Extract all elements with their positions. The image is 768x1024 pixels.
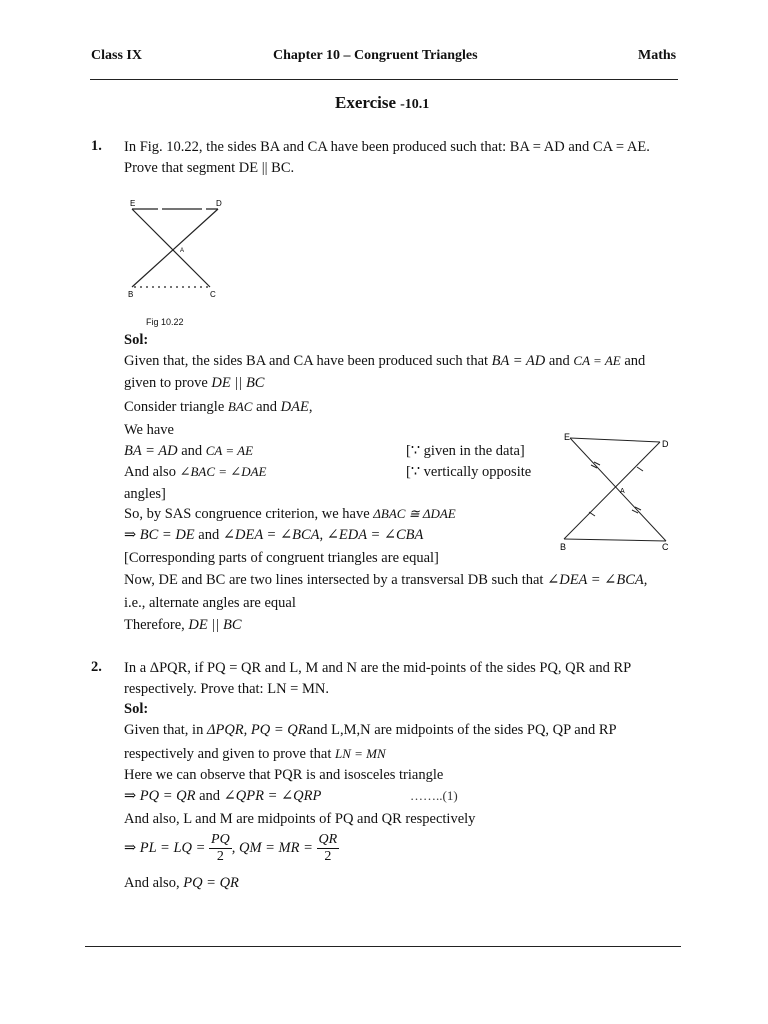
q2-sol-line5: And also, L and M are midpoints of PQ and QR respectively: [124, 811, 476, 827]
q1-number: 1.: [91, 138, 102, 154]
header-chapter: Chapter 10 – Congruent Triangles: [273, 48, 478, 63]
q1-sol-line1: Given that, the sides BA and CA have been produced such that BA = AD and CA = AE and: [124, 353, 646, 369]
fig-label-a: A: [180, 248, 185, 254]
q2-sol-label: Sol:: [124, 701, 149, 717]
fig-label-d: D: [216, 199, 222, 208]
q2-sol-line6: ⇒ PL = LQ = $\frac{PQ}{2}$ , QM = MR = $\frac{QR}{2}$: [124, 832, 338, 864]
q1-reason-given: [∵ given in the data]: [406, 443, 525, 459]
header-subject: Maths: [638, 48, 677, 63]
fig2-label-a: A: [620, 488, 625, 495]
footer-rule: [85, 946, 681, 947]
q2-equation-number: ……..(1): [410, 788, 458, 803]
figure-triangles: [558, 430, 678, 555]
q1-sol-line11: Now, DE and BC are two lines intersected by a transversal DB such that ∠DEA = ∠BCA,: [124, 572, 648, 588]
q1-sol-line3: Consider triangle BAC and DAE,: [124, 399, 313, 415]
q1-sol-line4: We have: [124, 422, 174, 438]
q2-number: 2.: [91, 659, 102, 675]
fig2-label-b: B: [560, 542, 567, 552]
fig-label-b: B: [128, 290, 134, 299]
fig2-label-d: D: [662, 439, 669, 449]
q1-text-line2: Prove that segment DE || BC.: [124, 160, 295, 176]
fig-caption: Fig 10.22: [146, 317, 184, 327]
q2-sol-line7: And also, PQ = QR: [124, 875, 239, 891]
q1-sol-line5: BA = AD and CA = AE: [124, 443, 254, 459]
q1-sol-line8: So, by SAS congruence criterion, we have ΔBAC ≅ ΔDAE: [124, 506, 456, 522]
q2-sol-line4: ⇒ PQ = QR and ∠QPR = ∠QRP: [124, 788, 322, 804]
figure-10-22: [122, 195, 232, 310]
fig-label-e: E: [130, 199, 136, 208]
q1-sol-line2: given to prove DE || BC: [124, 375, 265, 391]
fig2-label-e: E: [564, 432, 571, 442]
q1-sol-line6: And also ∠BAC = ∠DAE: [124, 464, 267, 480]
q2-text-line1: In a ΔPQR, if PQ = QR and L, M and N are the mid-points of the sides PQ, QR and RP: [124, 660, 632, 676]
q1-sol-label: Sol:: [124, 332, 149, 348]
q1-reason-vertical: [∵ vertically opposite: [406, 464, 532, 480]
exercise-title: Exercise -10.1: [335, 93, 430, 112]
q1-sol-line9: ⇒ BC = DE and ∠DEA = ∠BCA, ∠EDA = ∠CBA: [124, 527, 424, 543]
q1-text-line1: In Fig. 10.22, the sides BA and CA have been produced such that: BA = AD and CA = AE.: [124, 139, 650, 155]
header-class: Class IX: [91, 48, 142, 63]
header-rule: [90, 79, 678, 80]
q2-sol-line2: respectively and given to prove that LN = MN: [124, 746, 386, 762]
q2-text-line2: respectively. Prove that: LN = MN.: [124, 681, 329, 697]
q2-sol-line1: Given that, in ΔPQR, PQ = QRand L,M,N are midpoints of the sides PQ, QP and RP: [124, 722, 617, 738]
q2-sol-line3: Here we can observe that PQR is and isosceles triangle: [124, 767, 444, 783]
q1-sol-line7: angles]: [124, 486, 166, 502]
fig2-label-c: C: [662, 542, 669, 552]
fraction-qr-over-2: $\frac{QR}{2}$: [318, 832, 338, 864]
q1-sol-line13: Therefore, DE || BC: [124, 617, 242, 633]
q1-sol-line12: i.e., alternate angles are equal: [124, 595, 296, 611]
fig-label-c: C: [210, 290, 216, 299]
q1-sol-line10: [Corresponding parts of congruent triangles are equal]: [124, 550, 439, 566]
fraction-pq-over-2: $\frac{PQ}{2}$: [211, 832, 230, 864]
